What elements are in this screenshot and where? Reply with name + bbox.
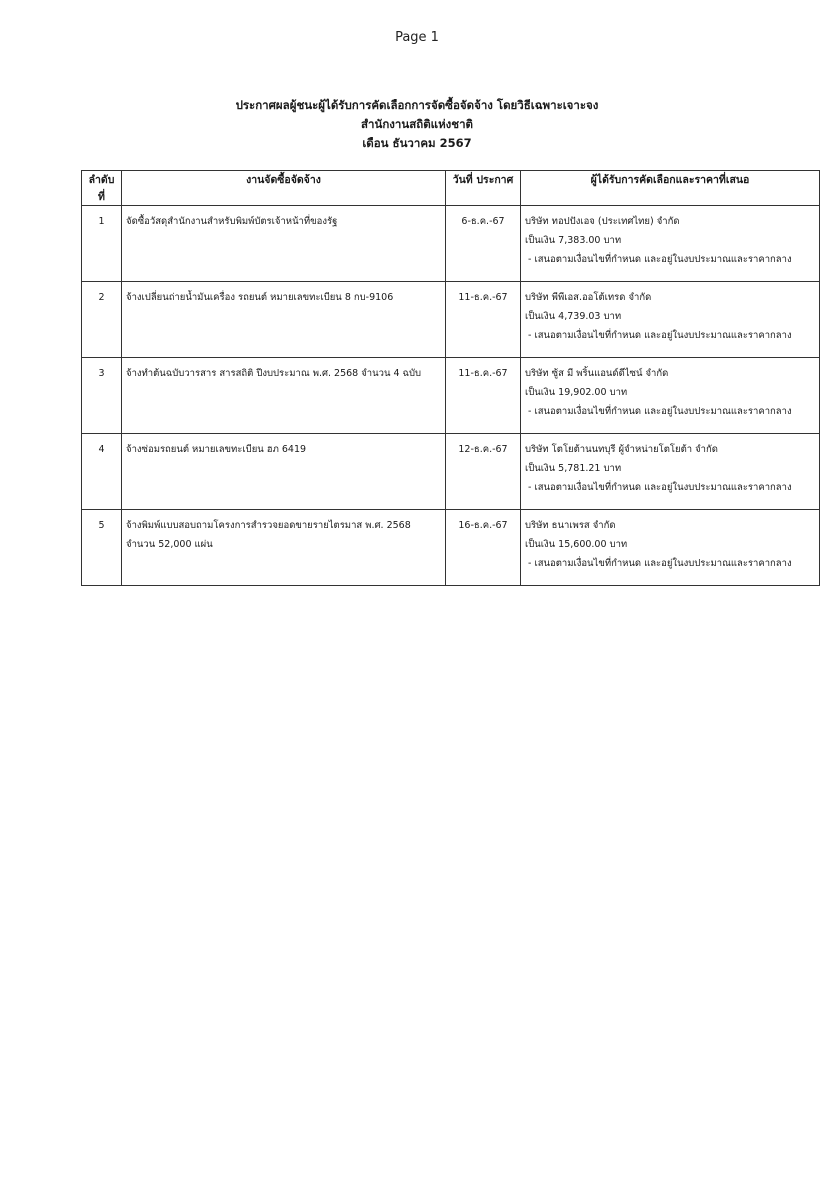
row-note: - เสนอตามเงื่อนไขที่กำหนด และอยู่ในงบประมาณและราคากลาง (528, 558, 792, 569)
row-no: 5 (82, 510, 122, 586)
announcement-heading (0, 96, 834, 153)
table-row (82, 510, 820, 586)
row-note: - เสนอตามเงื่อนไขที่กำหนด และอยู่ในงบประมาณและราคากลาง (528, 330, 792, 341)
header-date: วันที่ ประกาศ (446, 171, 521, 206)
row-winner (521, 510, 820, 586)
row-no: 2 (82, 282, 122, 358)
row-task-line: จ้างเปลี่ยนถ่ายน้ำมันเครื่อง รถยนต์ หมายเลขทะเบียน 8 กบ-9106 (126, 292, 394, 303)
row-winner (521, 206, 820, 282)
row-no: 4 (82, 434, 122, 510)
row-date: 12-ธ.ค.-67 (446, 434, 521, 510)
table-row (82, 358, 820, 434)
row-task (122, 358, 446, 434)
table-row (82, 206, 820, 282)
row-note: - เสนอตามเงื่อนไขที่กำหนด และอยู่ในงบประมาณและราคากลาง (528, 254, 792, 265)
row-date: 6-ธ.ค.-67 (446, 206, 521, 282)
row-winner (521, 358, 820, 434)
heading-title: ประกาศผลผู้ชนะผู้ได้รับการคัดเลือกการจัดซื้อจัดจ้าง โดยวิธีเฉพาะเจาะจง (235, 98, 599, 112)
row-no: 1 (82, 206, 122, 282)
row-amount: เป็นเงิน 5,781.21 บาท (525, 463, 622, 474)
row-task (122, 510, 446, 586)
row-date: 11-ธ.ค.-67 (446, 358, 521, 434)
row-company: บริษัท ซู้ส มี พริ้นแอนด์ดีไซน์ จำกัด (525, 368, 669, 379)
row-no: 3 (82, 358, 122, 434)
row-company: บริษัท โตโยต้านนทบุรี ผู้จำหน่ายโตโยต้า จำกัด (525, 444, 718, 455)
row-task (122, 434, 446, 510)
row-date: 16-ธ.ค.-67 (446, 510, 521, 586)
row-amount: เป็นเงิน 7,383.00 บาท (525, 235, 622, 246)
table-row (82, 282, 820, 358)
row-note: - เสนอตามเงื่อนไขที่กำหนด และอยู่ในงบประมาณและราคากลาง (528, 482, 792, 493)
row-amount: เป็นเงิน 15,600.00 บาท (525, 539, 628, 550)
row-amount: เป็นเงิน 4,739.03 บาท (525, 311, 622, 322)
row-task-line: จ้างทำต้นฉบับวารสาร สารสถิติ ปีงบประมาณ พ.ศ. 2568 จำนวน 4 ฉบับ (126, 368, 422, 379)
row-task (122, 282, 446, 358)
row-note: - เสนอตามเงื่อนไขที่กำหนด และอยู่ในงบประมาณและราคากลาง (528, 406, 792, 417)
header-no: ลำดับที่ (82, 171, 122, 206)
procurement-results-table (81, 170, 820, 586)
table-row (82, 434, 820, 510)
header-task: งานจัดซื้อจัดจ้าง (122, 171, 446, 206)
row-company: บริษัท ทอปปังเอจ (ประเทศไทย) จำกัด (525, 216, 680, 227)
row-task-line: จำนวน 52,000 แผ่น (126, 539, 213, 550)
row-company: บริษัท ธนาเพรส จำกัด (525, 520, 616, 531)
header-winner: ผู้ได้รับการคัดเลือกและราคาที่เสนอ (521, 171, 820, 206)
page-number-label: Page 1 (395, 30, 439, 45)
heading-month: เดือน ธันวาคม 2567 (362, 136, 472, 150)
row-task (122, 206, 446, 282)
row-task-line: จ้างพิมพ์แบบสอบถามโครงการสำรวจยอดขายรายไตรมาส พ.ศ. 2568 (126, 520, 411, 531)
row-winner (521, 282, 820, 358)
row-task-line: จัดซื้อวัสดุสำนักงานสำหรับพิมพ์บัตรเจ้าหน้าที่ของรัฐ (126, 216, 338, 227)
row-date: 11-ธ.ค.-67 (446, 282, 521, 358)
table-header-row (82, 171, 820, 206)
heading-agency: สำนักงานสถิติแห่งชาติ (360, 117, 474, 131)
row-task-line: จ้างซ่อมรถยนต์ หมายเลขทะเบียน ฮภ 6419 (126, 444, 307, 455)
row-amount: เป็นเงิน 19,902.00 บาท (525, 387, 628, 398)
row-winner (521, 434, 820, 510)
row-company: บริษัท พีพีเอส.ออโต้เทรด จำกัด (525, 292, 652, 303)
